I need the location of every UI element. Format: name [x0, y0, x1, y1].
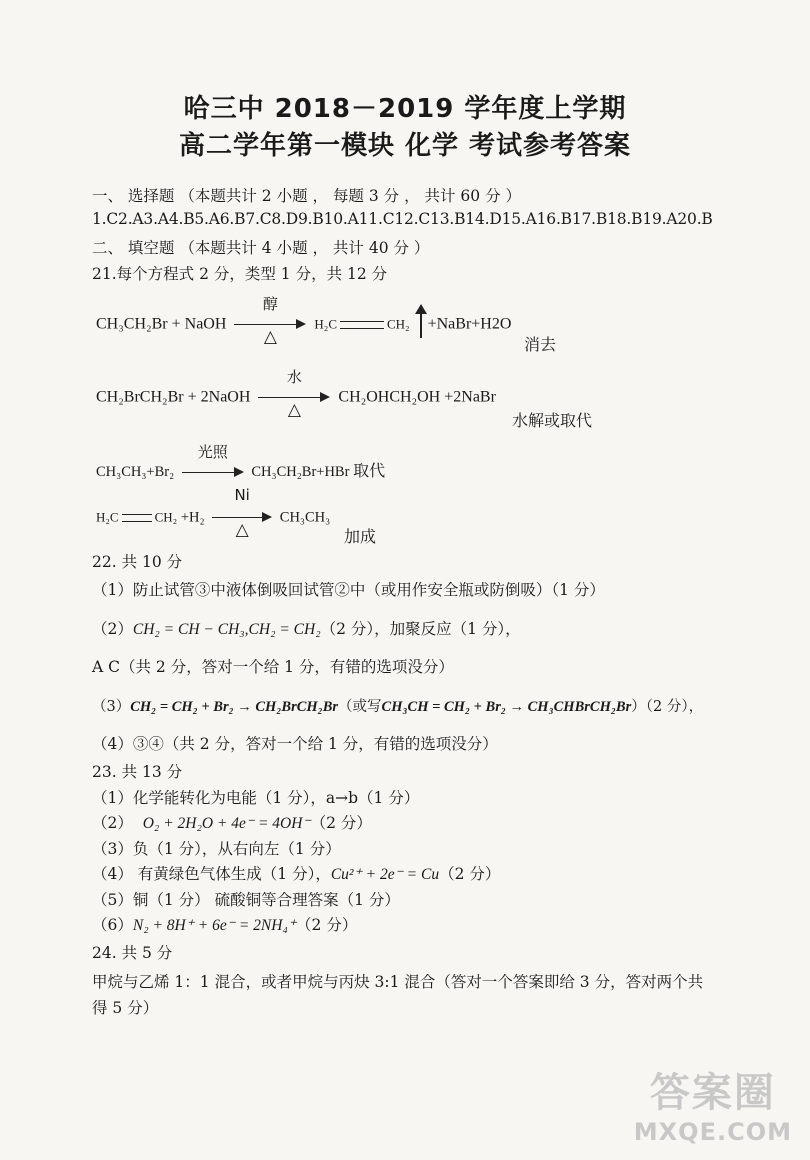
q23-heading: 23. 共 13 分 — [92, 763, 183, 781]
q23-part-1: （1）化学能转化为电能（1 分），a→b（1 分） — [92, 789, 420, 807]
section-1-answers: 1.C2.A3.A4.B5.A6.B7.C8.D9.B10.A11.C12.C13.B14.D15.A16.B17.B18.B19.A20.B — [92, 210, 713, 228]
eq2-arrow — [258, 368, 330, 419]
q23-part-4 — [92, 862, 500, 884]
eq1-type: 消去 — [524, 335, 557, 354]
eq1-heat: △ — [263, 327, 277, 346]
q22-2-suffix: （2 分），加聚反应（1 分）， — [320, 620, 521, 638]
q22-part-2 — [92, 617, 521, 639]
q22-part-2b: A C（共 2 分，答对一个给 1 分，有错的选项没分） — [92, 658, 454, 676]
q24-heading: 24. 共 5 分 — [92, 944, 173, 962]
q22-3-mid: （或写 — [338, 699, 382, 715]
watermark-logo — [634, 1061, 792, 1146]
q22-3-suffix: ）（2 分）， — [631, 699, 704, 715]
eq1-arrow — [234, 295, 306, 346]
q22-3-prefix: （3） — [92, 699, 131, 715]
eq4-arrow — [212, 486, 272, 539]
q22-2-prefix: （2） — [92, 620, 133, 638]
section-2-heading: 二、 填空题 （本题共计 4 小题 ， 共计 40 分 ） — [92, 239, 430, 257]
q22-3-formula: CH₂ = CH₂ + Br₂ → CH₂BrCH₂Br — [130, 699, 339, 715]
eq4-heat: △ — [235, 520, 249, 539]
eq4-condition: Ni — [234, 486, 250, 504]
double-bond — [122, 514, 152, 522]
q23-4-prefix: （4） 有黄绿色气体生成（1 分）， — [92, 865, 331, 883]
q23-6-formula: N₂ + 8H⁺ + 6e⁻ = 2NH₄⁺ — [132, 917, 297, 934]
eq2-type: 水解或取代 — [512, 411, 593, 430]
eq1-product-b: CH₂ — [387, 316, 410, 332]
eq1-reactants: CH₃CH₂Br + NaOH — [96, 315, 227, 333]
watermark-top: 答案圈 — [649, 1070, 776, 1116]
eq2-reactants: CH₂BrCH₂Br + 2NaOH — [96, 388, 251, 406]
q24-line-2: 得 5 分） — [92, 999, 159, 1017]
q23-6-suffix: （2 分） — [296, 916, 358, 934]
eq4-reactant-c: +H₂ — [180, 509, 205, 526]
title-line-1: 哈三中 2018－2019 学年度上学期 — [183, 94, 627, 124]
eq3-condition: 光照 — [197, 442, 228, 461]
eq2-products: CH₂OHCH₂OH +2NaBr — [338, 388, 496, 406]
q22-heading: 22. 共 10 分 — [92, 553, 183, 571]
equation-2 — [96, 368, 496, 419]
q23-2-suffix: （2 分） — [310, 814, 372, 832]
q22-2-formula: CH₂ = CH − CH₃,CH₂ = CH₂ — [132, 621, 321, 638]
eq4-products: CH₃CH₃ — [279, 509, 331, 526]
eq3-products: CH₃CH₂Br+HBr — [251, 464, 350, 480]
double-bond — [340, 321, 384, 329]
q22-part-1: （1）防止试管③中液体倒吸回试管②中（或用作安全瓶或防倒吸）（1 分） — [92, 581, 605, 599]
q23-4-suffix: （2 分） — [439, 865, 501, 883]
q24-line-1: 甲烷与乙烯 1：1 混合，或者甲烷与丙炔 3:1 混合（答对一个答案即给 3 分，答对两个共 — [92, 973, 704, 991]
eq1-condition: 醇 — [262, 295, 278, 313]
eq3-reactants: CH₃CH₃+Br₂ — [96, 464, 175, 480]
q22-part-4: （4）③④（共 2 分，答对一个给 1 分，有错的选项没分） — [92, 735, 498, 753]
equation-3 — [96, 442, 386, 483]
title-line-2: 高二学年第一模块 化学 考试参考答案 — [178, 131, 632, 161]
gas-up-arrow-icon — [420, 312, 422, 338]
q23-part-5: （5）铜（1 分） 硫酸铜等合理答案（1 分） — [92, 891, 400, 909]
eq3-type: 取代 — [353, 463, 386, 480]
q21-heading: 21.每个方程式 2 分，类型 1 分，共 12 分 — [92, 265, 388, 283]
q22-part-3 — [92, 695, 703, 716]
eq3-arrow — [182, 442, 244, 483]
q23-6-prefix: （6） — [92, 916, 133, 934]
q22-3-formula-2: CH₃CH = CH₂ + Br₂ → CH₃CHBrCH₂Br — [381, 699, 632, 715]
equation-4 — [96, 486, 331, 539]
q23-part-6 — [92, 913, 357, 935]
eq2-heat: △ — [287, 400, 301, 419]
eq1-byproducts: +NaBr+H2O — [427, 315, 512, 333]
eq4-reactant-b: CH₂ — [154, 509, 178, 525]
eq2-condition: 水 — [286, 368, 302, 386]
q23-2-prefix: （2） — [92, 814, 133, 832]
eq4-reactant-a: H₂C — [96, 509, 119, 525]
q23-2-formula: O₂ + 2H₂O + 4e⁻ = 4OH⁻ — [142, 815, 311, 832]
q23-4-formula: Cu²⁺ + 2e⁻ = Cu — [330, 866, 440, 883]
eq4-type: 加成 — [344, 527, 377, 546]
equation-1 — [96, 295, 512, 346]
watermark-bottom: MXQE.COM — [633, 1118, 792, 1146]
q23-part-2 — [92, 811, 372, 833]
q23-part-3: （3）负（1 分），从右向左（1 分） — [92, 840, 341, 858]
section-1-heading: 一、 选择题 （本题共计 2 小题 ， 每题 3 分 ， 共计 60 分 ） — [92, 187, 521, 205]
eq1-product-a: H₂C — [314, 316, 337, 332]
